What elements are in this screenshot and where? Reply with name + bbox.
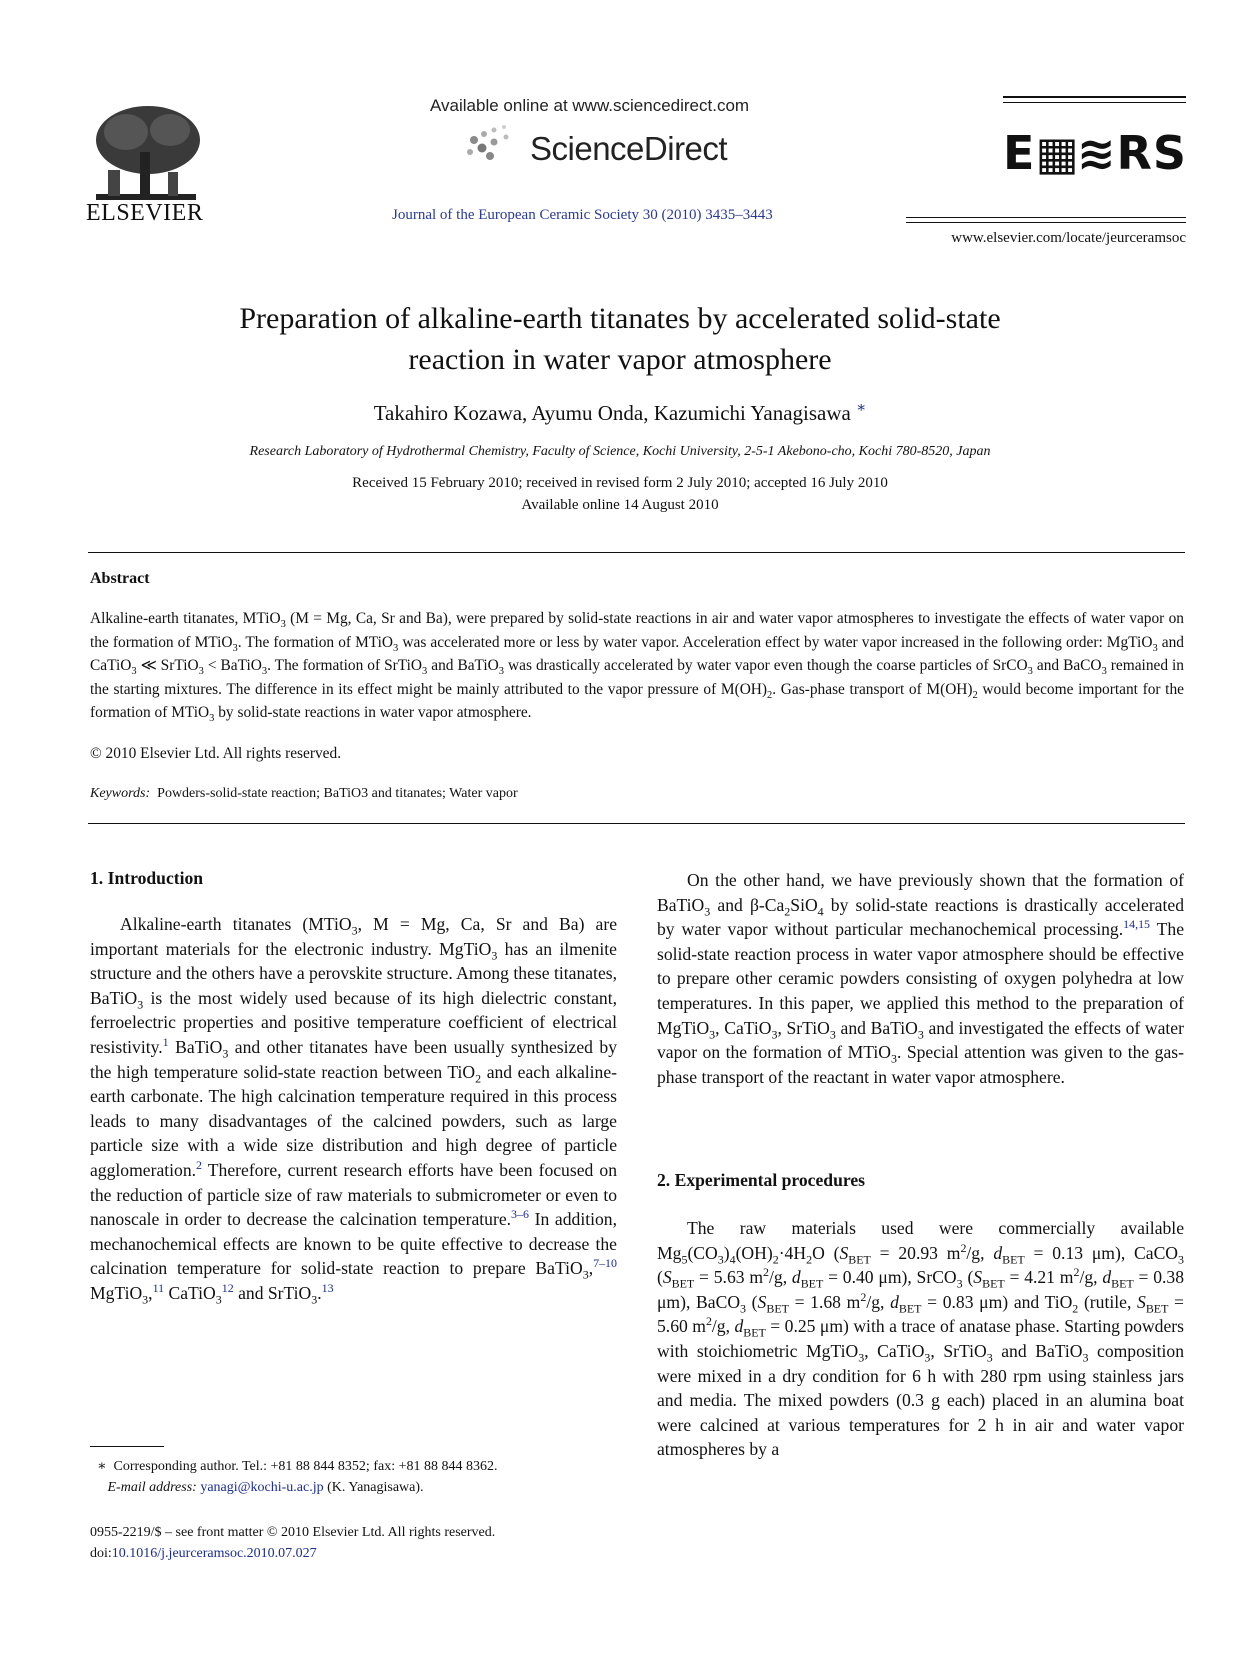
abstract-copyright: © 2010 Elsevier Ltd. All rights reserved. <box>90 745 342 762</box>
sciencedirect-dots-icon <box>462 122 526 168</box>
header-rule <box>906 222 1186 223</box>
section-heading-introduction: 1. Introduction <box>90 868 204 888</box>
email-owner: (K. Yanagisawa). <box>327 1480 424 1495</box>
affiliation: Research Laboratory of Hydrothermal Chemistry, Faculty of Science, Kochi University, 2-5-1 Akebono-cho, Kochi 780-8520, Japan <box>249 444 991 459</box>
author-list <box>0 398 1240 426</box>
header-rule <box>1003 102 1186 103</box>
email-label: E-mail address: <box>107 1480 197 1495</box>
divider <box>88 552 1185 553</box>
keywords-list: Powders-solid-state reaction; BaTiO3 and titanates; Water vapor <box>157 786 518 801</box>
abstract-heading: Abstract <box>90 570 150 587</box>
ecers-logo: E▦≋RS <box>1003 126 1187 180</box>
issn-line: 0955-2219/$ – see front matter © 2010 Elsevier Ltd. All rights reserved. <box>90 1525 496 1540</box>
doi-label: doi: <box>90 1546 112 1561</box>
divider <box>88 823 1185 824</box>
online-date: Available online 14 August 2010 <box>521 497 719 513</box>
footnote-contact: Corresponding author. Tel.: +81 88 844 8352; fax: +81 88 844 8362. <box>113 1459 498 1474</box>
keywords <box>90 786 518 802</box>
journal-reference-link[interactable]: Journal of the European Ceramic Society 30 (2010) 3435–3443 <box>392 207 773 223</box>
footnote-rule <box>90 1446 164 1447</box>
available-online-text: Available online at www.sciencedirect.com <box>430 96 750 115</box>
journal-site-url: www.elsevier.com/locate/jeurceramsoc <box>951 230 1186 246</box>
received-dates: Received 15 February 2010; received in revised form 2 July 2010; accepted 16 July 2010 <box>352 475 888 491</box>
footnote <box>90 1456 497 1498</box>
article-title <box>0 298 1240 380</box>
keywords-label: Keywords: <box>90 786 151 801</box>
article-dates <box>0 472 1240 516</box>
authors: Takahiro Kozawa, Ayumu Onda, Kazumichi Yanagisawa <box>373 401 851 425</box>
doi-link[interactable]: 10.1016/j.jeurceramsoc.2010.07.027 <box>111 1546 317 1561</box>
abstract-body: Alkaline-earth titanates, MTiO$_3$ (M = Mg, Ca, Sr and Ba), were prepared by solid-state reactions in air and water vapor atmospheres to investigate the effects of water vapor on the formation of MTiO$_3$. The formation of MTiO$_3$ was accelerated more or less by water vapor. Acceleration effect by water vapor increased in the following order: MgTiO$_3$ and CaTiO$_3$ ≪ SrTiO$_3$ < BaTiO$_3$. The formation of SrTiO$_3$ and BaTiO$_3$ was drastically accelerated by water vapor even though the coarse particles of SrCO$_3$ and BaCO$_3$ remained in the starting mixtures. The difference in its effect might be mainly attributed to the vapor pressure of $M(OH)_2$. Gas-phase transport of $M(OH)_2$ would become important for the formation of MTiO$_3$ by solid-state reactions in water vapor atmosphere. <box>90 610 1184 725</box>
publisher-name: ELSEVIER <box>86 200 204 226</box>
title-line: Preparation of alkaline-earth titanates by accelerated solid-state <box>239 302 1001 335</box>
section-heading-experimental: 2. Experimental procedures <box>657 1170 866 1190</box>
footnote-mark: ∗ <box>97 1459 107 1474</box>
introduction-body-continued: On the other hand, we have previously shown that the formation of BaTiO$_3$ and $\beta-Ca_2SiO_4$ by solid-state reactions is drastically accelerated by water vapor without particular mechanochemical processing.$^{14,15}$ The solid-state reaction process in water vapor atmosphere should be effective to prepare other ceramic powders consisting of oxygen polyhedra at low temperatures. In this paper, we applied this method to the preparation of MgTiO$_3$, CaTiO$_3$, SrTiO$_3$ and BaTiO$_3$ and investigated the effects of water vapor on the formation of MTiO$_3$. Special attention was given to the gas-phase transport of the reactant in water vapor atmosphere. <box>657 870 1184 1087</box>
email-link[interactable]: yanagi@kochi-u.ac.jp <box>200 1480 324 1495</box>
introduction-body: Alkaline-earth titanates (MTiO$_3$, M = Mg, Ca, Sr and Ba) are important materials for the electronic industry. MgTiO$_3$ has an ilmenite structure and the others have a perovskite structure. Among these titanates, BaTiO$_3$ is the most widely used because of its high dielectric constant, ferroelectric properties and positive temperature coefficient of electrical resistivity.$^1$ BaTiO$_3$ and other titanates have been usually synthesized by the high temperature solid-state reaction between TiO$_2$ and each alkaline-earth carbonate. The high calcination temperature required in this process leads to many disadvantages of the calcined powders, such as large particle size with a wide size distribution and high degree of particle agglomeration.$^2$ Therefore, current research efforts have been focused on the reduction of particle size of raw materials to submicrometer or even to nanoscale in order to decrease the calcination temperature.$^{3-6}$ In addition, mechanochemical effects are known to be quite effective to decrease the calcination temperature for solid-state reaction to prepare BaTiO$_3$,$^{7-10}$ MgTiO$_3$,$^{11}$ CaTiO$_3^{12}$ and SrTiO$_3$.$^{13}$ <box>90 914 618 1307</box>
bottom-metadata <box>90 1522 495 1564</box>
corresponding-author-mark[interactable]: ∗ <box>856 400 867 416</box>
title-line: reaction in water vapor atmosphere <box>408 343 832 376</box>
experimental-body: The raw materials used were commercially available $Mg_5(CO_3)_4(OH)_2\cdot 4H_2O$ ($S_{BET} = 20.93$ $m^2/g$, $d_{BET} = 0.13$ μm), CaCO$_3$ ($S_{BET} = 5.63$ $m^2/g$, $d_{BET} = 0.40$ μm), SrCO$_3$ ($S_{BET} = 4.21$ $m^2/g$, $d_{BET} = 0.38$ μm), BaCO$_3$ ($S_{BET} = 1.68$ $m^2/g$, $d_{BET} = 0.83$ μm) and TiO$_2$ (rutile, $S_{BET} = 5.60$ $m^2/g$, $d_{BET} = 0.25$ μm) with a trace of anatase phase. Starting powders with stoichiometric MgTiO$_3$, CaTiO$_3$, SrTiO$_3$ and BaTiO$_3$ composition were mixed in a dry condition for 6 h with 280 rpm using stainless jars and media. The mixed powders (0.3 g each) placed in an alumina boat were calcined at various temperatures for 2 h in air and water vapor atmospheres by a <box>657 1218 1185 1460</box>
header-rule <box>906 217 1186 218</box>
header-rule <box>1003 96 1186 98</box>
sciencedirect-wordmark: ScienceDirect <box>530 130 728 167</box>
